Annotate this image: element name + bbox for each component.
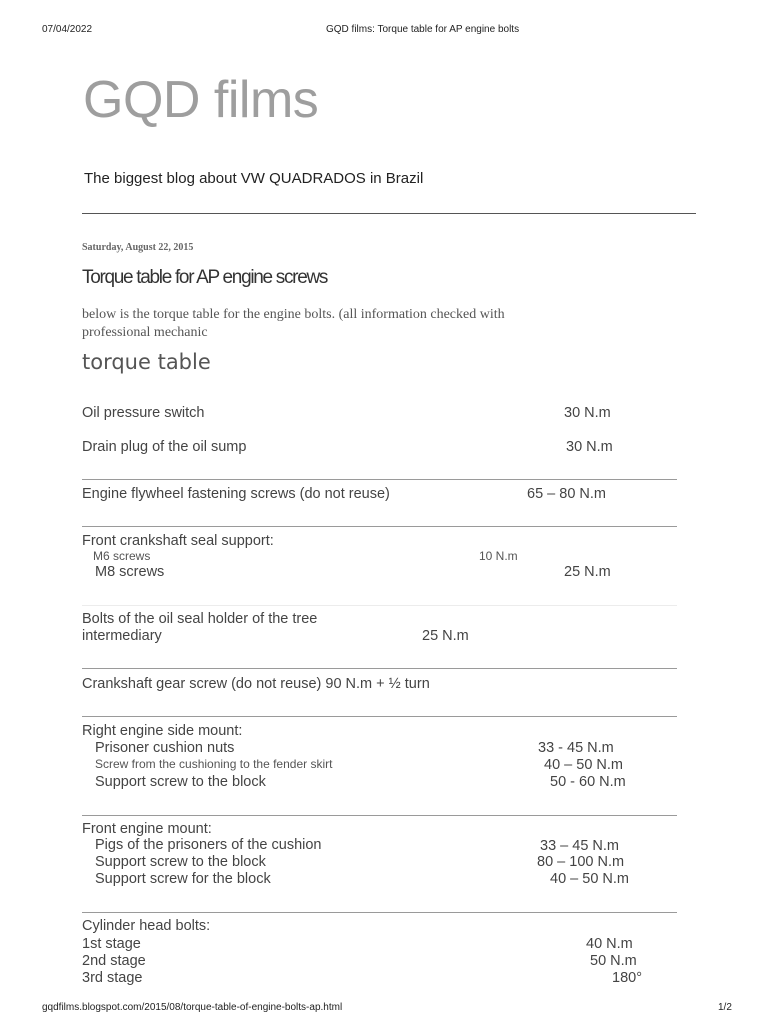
row-value: 30 N.m <box>564 405 611 421</box>
blog-title[interactable]: GQD films <box>83 71 319 129</box>
row-value: 33 - 45 N.m <box>538 740 614 756</box>
row-label: Oil pressure switch <box>82 405 205 421</box>
post-intro: below is the torque table for the engine bolts. (all information checked with professional mechanic <box>82 307 505 340</box>
row-value: 180° <box>612 970 642 986</box>
row-divider <box>82 912 677 913</box>
post-title[interactable]: Torque table for AP engine screws <box>82 267 328 288</box>
print-url: gqdfilms.blogspot.com/2015/08/torque-table-of-engine-bolts-ap.html <box>42 1002 343 1013</box>
row-value: 50 - 60 N.m <box>550 774 626 790</box>
row-value: 40 – 50 N.m <box>550 871 629 887</box>
blog-tagline: The biggest blog about VW QUADRADOS in Brazil <box>84 170 424 187</box>
row-value: 25 N.m <box>422 628 469 644</box>
group-label: Cylinder head bolts: <box>82 918 211 934</box>
group-label: Right engine side mount: <box>82 723 243 739</box>
row-divider <box>82 479 677 480</box>
row-label: Prisoner cushion nuts <box>95 740 235 756</box>
group-label: Front crankshaft seal support: <box>82 533 274 549</box>
row-label: Engine flywheel fastening screws (do not reuse) <box>82 486 390 502</box>
row-label: intermediary <box>82 628 162 644</box>
row-value: 65 – 80 N.m <box>527 486 606 502</box>
row-value: 40 – 50 N.m <box>544 757 623 773</box>
row-label: M8 screws <box>95 564 165 580</box>
row-label: 1st stage <box>82 936 141 952</box>
row-value: 50 N.m <box>590 953 637 969</box>
row-label: Screw from the cushioning to the fender skirt <box>95 757 333 771</box>
print-page-title: GQD films: Torque table for AP engine bolts <box>326 24 520 35</box>
row-value: 33 – 45 N.m <box>540 838 619 854</box>
row-label: Bolts of the oil seal holder of the tree <box>82 611 318 627</box>
header-divider <box>82 213 696 214</box>
row-value: 25 N.m <box>564 564 611 580</box>
row-divider <box>82 716 677 717</box>
row-divider <box>82 526 677 527</box>
row-value: 30 N.m <box>566 439 613 455</box>
row-divider <box>82 668 677 669</box>
row-label: Support screw for the block <box>95 871 271 887</box>
row-value: 40 N.m <box>586 936 633 952</box>
row-label: Drain plug of the oil sump <box>82 439 247 455</box>
row-divider <box>82 605 677 606</box>
row-label: Crankshaft gear screw (do not reuse) 90 N.m + ½ turn <box>82 676 430 692</box>
row-label: Support screw to the block <box>95 854 266 870</box>
row-label: 3rd stage <box>82 970 143 986</box>
row-divider <box>82 815 677 816</box>
row-label: Pigs of the prisoners of the cushion <box>95 837 322 853</box>
print-date: 07/04/2022 <box>42 24 93 35</box>
row-value: 80 – 100 N.m <box>537 854 625 870</box>
row-label: M6 screws <box>93 549 151 563</box>
post-date: Saturday, August 22, 2015 <box>82 242 194 253</box>
section-heading: torque table <box>82 350 211 374</box>
group-label: Front engine mount: <box>82 821 212 837</box>
row-label: Support screw to the block <box>95 774 266 790</box>
page-number: 1/2 <box>718 1002 732 1013</box>
row-label: 2nd stage <box>82 953 146 969</box>
row-value: 10 N.m <box>479 549 518 563</box>
